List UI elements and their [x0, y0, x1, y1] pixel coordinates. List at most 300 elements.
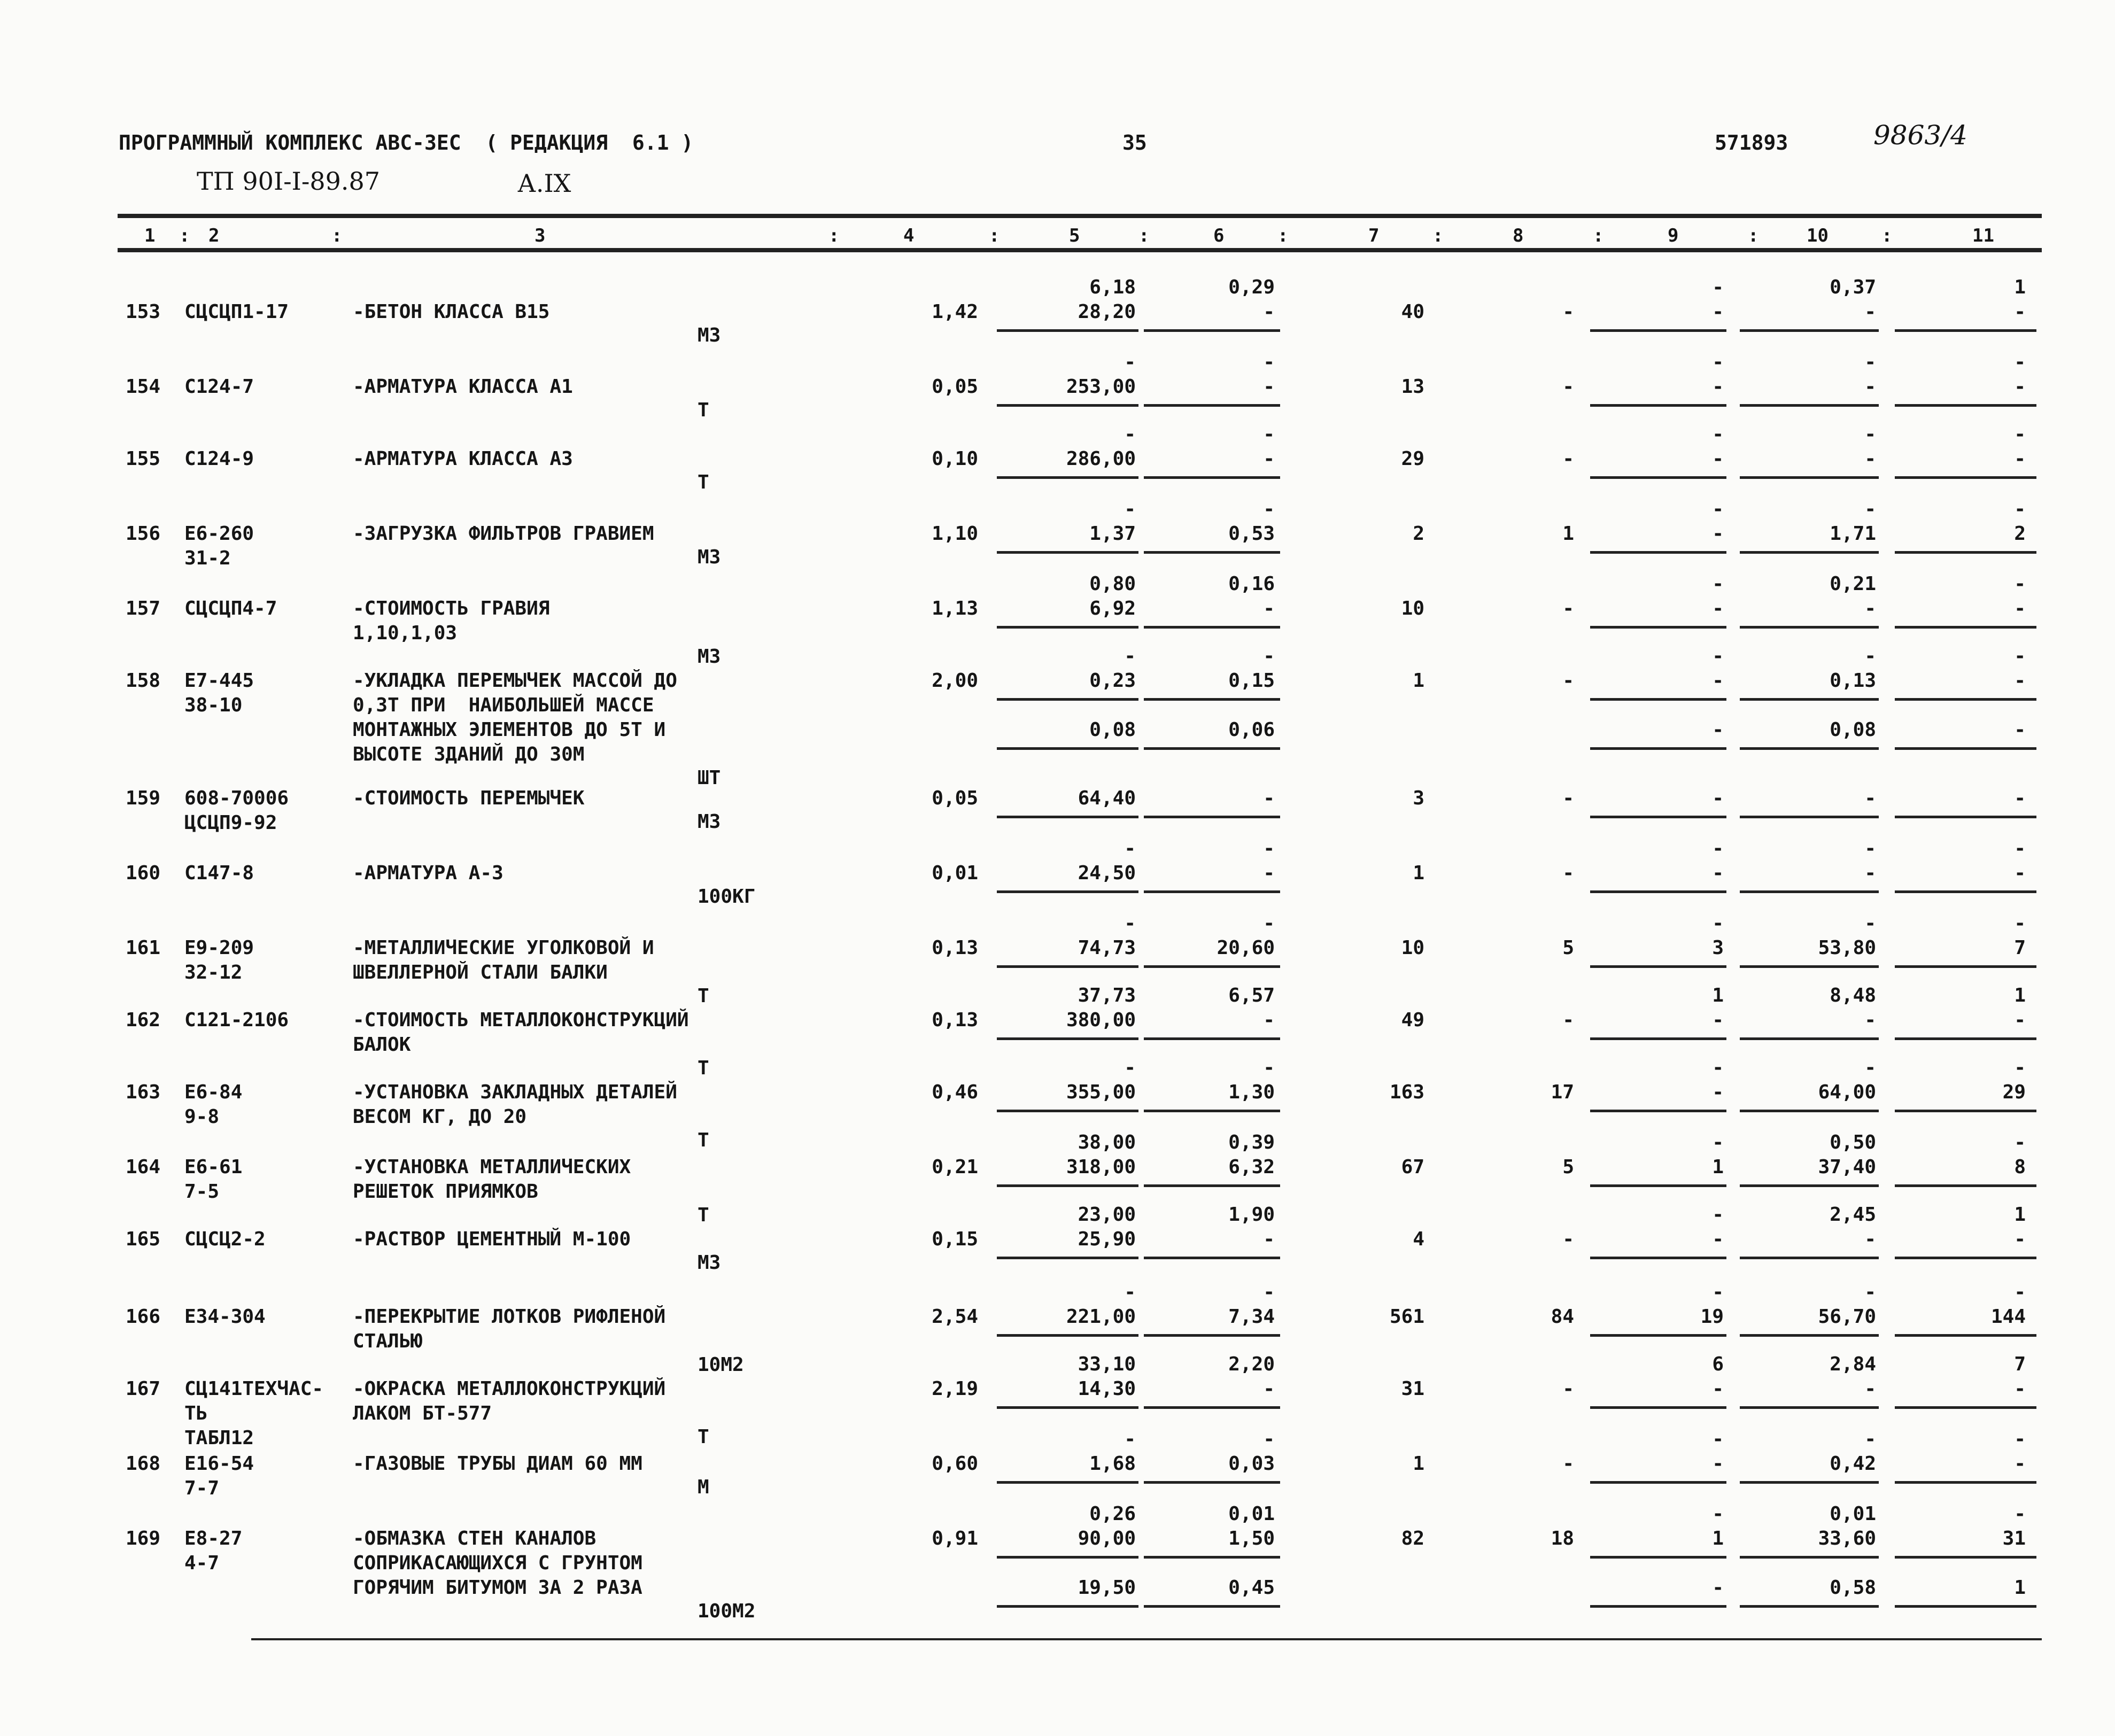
work-description: -БЕТОН КЛАССА В15 [353, 301, 550, 323]
col7-value: 10 [1401, 598, 1424, 619]
column-header: 3 [534, 225, 546, 246]
work-code: С124-7 [184, 376, 254, 398]
c10-top: 8,48 [1830, 985, 1876, 1006]
col8-value: - [1562, 670, 1574, 692]
cell-underline [1740, 1406, 1879, 1409]
c10-main: 53,80 [1818, 937, 1876, 959]
work-description: -ГАЗОВЫЕ ТРУБЫ ДИАМ 60 ММ [353, 1453, 642, 1475]
c10-main: 0,42 [1830, 1453, 1876, 1475]
cell-underline [997, 626, 1138, 629]
work-description: -АРМАТУРА КЛАССА А3 [353, 448, 573, 470]
c9-main: - [1712, 523, 1724, 545]
cell-underline [997, 1037, 1138, 1040]
c6-main: - [1263, 301, 1275, 323]
cell-underline [1590, 1037, 1726, 1040]
document-code: 571893 [1715, 131, 1788, 154]
c9-top: 1 [1712, 985, 1724, 1006]
c11-top: - [2014, 1132, 2026, 1153]
cell-underline [997, 404, 1138, 407]
work-description: ВЕСОМ КГ, ДО 20 [353, 1106, 527, 1128]
c9-main: - [1712, 670, 1724, 692]
c11-main: - [2014, 301, 2026, 323]
c6-extra: 0,45 [1228, 1577, 1275, 1599]
col7-value: 3 [1413, 787, 1424, 809]
c9-main: - [1712, 1081, 1724, 1103]
row-number: 169 [125, 1528, 160, 1549]
unit: Т [698, 471, 709, 493]
c11-main: - [2014, 376, 2026, 398]
c10-main: - [1864, 598, 1876, 619]
c6-main: - [1263, 787, 1275, 809]
col8-value: 84 [1551, 1306, 1574, 1328]
work-description: -СТОИМОСТЬ МЕТАЛЛОКОНСТРУКЦИЙ [353, 1009, 689, 1031]
cell-underline [1590, 329, 1726, 332]
cell-underline [1590, 404, 1726, 407]
column-separator: : [1432, 225, 1444, 246]
c9-top: - [1712, 423, 1724, 445]
c11-main: - [2014, 1009, 2026, 1031]
cell-underline [1740, 551, 1879, 554]
row-number: 156 [125, 523, 160, 545]
work-code: Е16-54 [184, 1453, 254, 1475]
unit: М3 [698, 546, 721, 568]
work-code: 9-8 [184, 1106, 220, 1128]
quantity: 2,54 [932, 1306, 978, 1328]
quantity: 2,19 [932, 1378, 978, 1400]
work-code: 4-7 [184, 1552, 220, 1574]
cell-underline [1590, 1257, 1726, 1259]
row-number: 163 [125, 1081, 160, 1103]
c6-top: - [1263, 1428, 1275, 1450]
column-separator: : [828, 225, 840, 246]
work-description: БАЛОК [353, 1034, 411, 1056]
cell-underline [997, 551, 1138, 554]
work-code: С147-8 [184, 862, 254, 884]
c6-top: 0,01 [1228, 1503, 1275, 1525]
row-number: 154 [125, 376, 160, 398]
work-code: СЦСЦП1-17 [184, 301, 289, 323]
work-description: -ОБМАЗКА СТЕН КАНАЛОВ [353, 1528, 596, 1549]
c10-main: - [1864, 376, 1876, 398]
unit: 100КГ [698, 886, 756, 908]
cell-underline [1740, 1481, 1879, 1484]
cell-underline [1895, 1605, 2036, 1608]
work-code: Е8-27 [184, 1528, 243, 1549]
c10-main: - [1864, 1009, 1876, 1031]
row-number: 158 [125, 670, 160, 692]
row-number: 161 [125, 937, 160, 959]
row-number: 165 [125, 1228, 160, 1250]
column-separator: : [179, 225, 190, 246]
cell-underline [1144, 890, 1280, 893]
unit: Т [698, 1204, 709, 1226]
work-description: -ОКРАСКА МЕТАЛЛОКОНСТРУКЦИЙ [353, 1378, 666, 1400]
col7-value: 31 [1401, 1378, 1424, 1400]
work-code: СЦ141ТЕХЧАС- [184, 1378, 324, 1400]
c6-top: 0,39 [1228, 1132, 1275, 1153]
c6-top: - [1263, 1057, 1275, 1079]
work-description: СТАЛЬЮ [353, 1330, 423, 1352]
c10-top: 2,84 [1830, 1353, 1876, 1375]
cell-underline [1740, 476, 1879, 479]
work-code: ТЬ [184, 1402, 208, 1424]
cell-underline [1144, 1556, 1280, 1559]
c5-top: 37,73 [1078, 985, 1136, 1006]
c11-top: 7 [2014, 1353, 2026, 1375]
c9-top: - [1712, 573, 1724, 595]
col7-value: 561 [1389, 1306, 1424, 1328]
work-description: ЛАКОМ БТ-577 [353, 1402, 492, 1424]
c5-main: 380,00 [1066, 1009, 1136, 1031]
cell-underline [1144, 1110, 1280, 1112]
work-code: С124-9 [184, 448, 254, 470]
c5-main: 0,23 [1089, 670, 1136, 692]
cell-underline [1590, 816, 1726, 818]
work-code: 7-7 [184, 1477, 220, 1499]
work-description: -АРМАТУРА А-3 [353, 862, 503, 884]
c11-main: - [2014, 1453, 2026, 1475]
cell-underline [1144, 1184, 1280, 1187]
quantity: 0,05 [932, 787, 978, 809]
cell-underline [1895, 329, 2036, 332]
c5-main: 25,90 [1078, 1228, 1136, 1250]
quantity: 0,13 [932, 937, 978, 959]
c9-main: - [1712, 862, 1724, 884]
cell-underline [1590, 1556, 1726, 1559]
col8-value: - [1562, 787, 1574, 809]
c6-main: 0,03 [1228, 1453, 1275, 1475]
unit: 100М2 [698, 1600, 756, 1622]
cell-underline [997, 747, 1138, 750]
unit: М3 [698, 811, 721, 833]
c6-top: 2,20 [1228, 1353, 1275, 1375]
cell-underline [1740, 1257, 1879, 1259]
c11-main: - [2014, 1228, 2026, 1250]
c6-top: 0,16 [1228, 573, 1275, 595]
cell-underline [1895, 1334, 2036, 1337]
column-separator: : [1748, 225, 1759, 246]
c5-main: 28,20 [1078, 301, 1136, 323]
c11-main: 31 [2002, 1528, 2026, 1549]
c6-top: 1,90 [1228, 1204, 1275, 1226]
cell-underline [1895, 747, 2036, 750]
c5-top: - [1124, 645, 1136, 667]
cell-underline [997, 1334, 1138, 1337]
cell-underline [997, 1184, 1138, 1187]
col8-value: 1 [1562, 523, 1574, 545]
c11-main: - [2014, 787, 2026, 809]
cell-underline [1740, 626, 1879, 629]
c5-top: - [1124, 498, 1136, 520]
c10-main: - [1864, 301, 1876, 323]
column-separator: : [1593, 225, 1604, 246]
c9-top: - [1712, 1503, 1724, 1525]
c10-top: - [1864, 1428, 1876, 1450]
c11-main: - [2014, 598, 2026, 619]
c10-top: - [1864, 912, 1876, 934]
cell-underline [1590, 626, 1726, 629]
c11-main: 144 [1990, 1306, 2026, 1328]
cell-underline [997, 476, 1138, 479]
work-description: -УСТАНОВКА МЕТАЛЛИЧЕСКИХ [353, 1156, 631, 1178]
column-header: 4 [903, 225, 915, 246]
column-separator: : [989, 225, 1000, 246]
c10-main: - [1864, 1378, 1876, 1400]
work-description: -АРМАТУРА КЛАССА А1 [353, 376, 573, 398]
c5-top: - [1124, 1281, 1136, 1303]
quantity: 0,46 [932, 1081, 978, 1103]
cell-underline [997, 1110, 1138, 1112]
c11-top: - [2014, 838, 2026, 859]
c6-main: - [1263, 376, 1275, 398]
cell-underline [1895, 476, 2036, 479]
row-number: 162 [125, 1009, 160, 1031]
c9-main: - [1712, 448, 1724, 470]
quantity: 1,42 [932, 301, 978, 323]
c5-top: 0,80 [1089, 573, 1136, 595]
c10-main: 0,13 [1830, 670, 1876, 692]
work-code: 7-5 [184, 1181, 220, 1203]
quantity: 2,00 [932, 670, 978, 692]
c10-top: 0,37 [1830, 276, 1876, 298]
cell-underline [997, 1481, 1138, 1484]
cell-underline [1590, 476, 1726, 479]
c5-main: 286,00 [1066, 448, 1136, 470]
cell-underline [1740, 329, 1879, 332]
c11-main: 29 [2002, 1081, 2026, 1103]
col8-value: - [1562, 1009, 1574, 1031]
project-number: ТП 90I-I-89.87 [197, 167, 381, 196]
c11-top: - [2014, 1503, 2026, 1525]
cell-underline [1895, 626, 2036, 629]
c9-main: - [1712, 787, 1724, 809]
column-header: 2 [208, 225, 220, 246]
row-number: 164 [125, 1156, 160, 1178]
c11-top: - [2014, 423, 2026, 445]
c9-top: - [1712, 645, 1724, 667]
quantity: 0,05 [932, 376, 978, 398]
cell-underline [1740, 1556, 1879, 1559]
c5-top: 33,10 [1078, 1353, 1136, 1375]
work-description: ГОРЯЧИМ БИТУМОМ ЗА 2 РАЗА [353, 1577, 642, 1599]
c5-main: 64,40 [1078, 787, 1136, 809]
cell-underline [1590, 1110, 1726, 1112]
c6-top: - [1263, 351, 1275, 373]
c6-top: - [1263, 838, 1275, 859]
quantity: 1,13 [932, 598, 978, 619]
col8-value: 17 [1551, 1081, 1574, 1103]
unit: М3 [698, 1252, 721, 1274]
work-code: 31-2 [184, 547, 231, 569]
c6-main: - [1263, 598, 1275, 619]
c5-top: - [1124, 912, 1136, 934]
cell-underline [1740, 1334, 1879, 1337]
column-header: 7 [1368, 225, 1380, 246]
c5-main: 74,73 [1078, 937, 1136, 959]
c10-top: 0,21 [1830, 573, 1876, 595]
cell-underline [1895, 1406, 2036, 1409]
unit: ШТ [698, 767, 721, 789]
unit: Т [698, 1057, 709, 1079]
quantity: 0,91 [932, 1528, 978, 1549]
c6-top: - [1263, 645, 1275, 667]
header-bottom-rule [118, 248, 2042, 252]
c5-top: 38,00 [1078, 1132, 1136, 1153]
col8-value: - [1562, 448, 1574, 470]
work-code: СЦСЦП4-7 [184, 598, 277, 619]
col8-value: 5 [1562, 1156, 1574, 1178]
cell-underline [1144, 404, 1280, 407]
work-code: С121-2106 [184, 1009, 289, 1031]
row-number: 167 [125, 1378, 160, 1400]
c10-top: - [1864, 351, 1876, 373]
cell-underline [1590, 1481, 1726, 1484]
cell-underline [1590, 1334, 1726, 1337]
c6-main: - [1263, 448, 1275, 470]
work-description: МОНТАЖНЫХ ЭЛЕМЕНТОВ ДО 5Т И [353, 719, 666, 741]
c5-top: 6,18 [1089, 276, 1136, 298]
col7-value: 67 [1401, 1156, 1424, 1178]
work-description: 0,3Т ПРИ НАИБОЛЬШЕЙ МАССЕ [353, 694, 654, 716]
cell-underline [997, 698, 1138, 701]
work-code: 608-70006 [184, 787, 289, 809]
work-description: -УСТАНОВКА ЗАКЛАДНЫХ ДЕТАЛЕЙ [353, 1081, 677, 1103]
col7-value: 13 [1401, 376, 1424, 398]
c10-top: 0,01 [1830, 1503, 1876, 1525]
unit: Т [698, 1129, 709, 1151]
col7-value: 1 [1413, 1453, 1424, 1475]
work-description: -СТОИМОСТЬ ГРАВИЯ [353, 598, 550, 619]
cell-underline [1740, 816, 1879, 818]
quantity: 0,01 [932, 862, 978, 884]
cell-underline [997, 1406, 1138, 1409]
header-top-rule [118, 214, 2042, 218]
c11-top: - [2014, 1281, 2026, 1303]
c11-top: 1 [2014, 1204, 2026, 1226]
work-code: Е6-260 [184, 523, 254, 545]
unit: М [698, 1476, 709, 1498]
c6-main: - [1263, 1228, 1275, 1250]
c9-main: - [1712, 376, 1724, 398]
c10-main: 64,00 [1818, 1081, 1876, 1103]
c11-top: - [2014, 498, 2026, 520]
col7-value: 1 [1413, 670, 1424, 692]
cell-underline [1740, 698, 1879, 701]
unit: М3 [698, 324, 721, 346]
column-header: 1 [144, 225, 156, 246]
cell-underline [1740, 1110, 1879, 1112]
c6-main: 0,53 [1228, 523, 1275, 545]
unit: 10М2 [698, 1354, 744, 1376]
c6-extra: 0,06 [1228, 719, 1275, 741]
c11-main: 8 [2014, 1156, 2026, 1178]
cell-underline [1895, 1037, 2036, 1040]
cell-underline [1740, 1605, 1879, 1608]
cell-underline [997, 1556, 1138, 1559]
c5-main: 90,00 [1078, 1528, 1136, 1549]
c10-main: 1,71 [1830, 523, 1876, 545]
col8-value: - [1562, 598, 1574, 619]
cell-underline [1590, 1406, 1726, 1409]
c6-top: - [1263, 498, 1275, 520]
c5-top: - [1124, 838, 1136, 859]
row-number: 153 [125, 301, 160, 323]
c10-main: - [1864, 448, 1876, 470]
cell-underline [1740, 890, 1879, 893]
c6-top: - [1263, 912, 1275, 934]
handwritten-number: 9863/4 [1873, 120, 1967, 151]
c10-main: - [1864, 862, 1876, 884]
work-code: ТАБЛ12 [184, 1427, 254, 1449]
column-separator: : [1138, 225, 1150, 246]
work-description: -ПЕРЕКРЫТИЕ ЛОТКОВ РИФЛЕНОЙ [353, 1306, 666, 1328]
col7-value: 29 [1401, 448, 1424, 470]
c11-extra: - [2014, 719, 2026, 741]
cell-underline [1895, 816, 2036, 818]
cell-underline [997, 329, 1138, 332]
row-number: 159 [125, 787, 160, 809]
work-description: -УКЛАДКА ПЕРЕМЫЧЕК МАССОЙ ДО [353, 670, 677, 692]
c5-top: - [1124, 1057, 1136, 1079]
c6-main: 7,34 [1228, 1306, 1275, 1328]
work-code: Е34-304 [184, 1306, 266, 1328]
col8-value: - [1562, 376, 1574, 398]
column-separator: : [1881, 225, 1893, 246]
cell-underline [1144, 1406, 1280, 1409]
cell-underline [1895, 1110, 2036, 1112]
c5-top: 23,00 [1078, 1204, 1136, 1226]
c11-main: - [2014, 670, 2026, 692]
album-number: А.IX [517, 169, 571, 198]
c10-top: 0,50 [1830, 1132, 1876, 1153]
cell-underline [1895, 1481, 2036, 1484]
row-number: 155 [125, 448, 160, 470]
col8-value: - [1562, 1378, 1574, 1400]
quantity: 0,13 [932, 1009, 978, 1031]
cell-underline [1590, 1605, 1726, 1608]
cell-underline [1895, 1184, 2036, 1187]
row-number: 157 [125, 598, 160, 619]
c10-main: 37,40 [1818, 1156, 1876, 1178]
quantity: 0,15 [932, 1228, 978, 1250]
c11-extra: 1 [2014, 1577, 2026, 1599]
unit: Т [698, 985, 709, 1007]
cell-underline [1144, 816, 1280, 818]
c9-top: - [1712, 1204, 1724, 1226]
c11-main: 7 [2014, 937, 2026, 959]
work-description: РЕШЕТОК ПРИЯМКОВ [353, 1181, 538, 1203]
table-bottom-rule [251, 1638, 2042, 1640]
c6-main: 1,30 [1228, 1081, 1275, 1103]
c10-top: - [1864, 498, 1876, 520]
c5-main: 355,00 [1066, 1081, 1136, 1103]
cell-underline [1144, 1334, 1280, 1337]
quantity: 1,10 [932, 523, 978, 545]
cell-underline [1144, 747, 1280, 750]
c5-main: 253,00 [1066, 376, 1136, 398]
cell-underline [1144, 698, 1280, 701]
cell-underline [1144, 1257, 1280, 1259]
c5-main: 221,00 [1066, 1306, 1136, 1328]
quantity: 0,60 [932, 1453, 978, 1475]
work-description: СОПРИКАСАЮЩИХСЯ С ГРУНТОМ [353, 1552, 642, 1574]
cell-underline [1740, 747, 1879, 750]
c9-top: - [1712, 351, 1724, 373]
row-number: 160 [125, 862, 160, 884]
cell-underline [1144, 329, 1280, 332]
c10-main: 56,70 [1818, 1306, 1876, 1328]
c11-main: - [2014, 1378, 2026, 1400]
